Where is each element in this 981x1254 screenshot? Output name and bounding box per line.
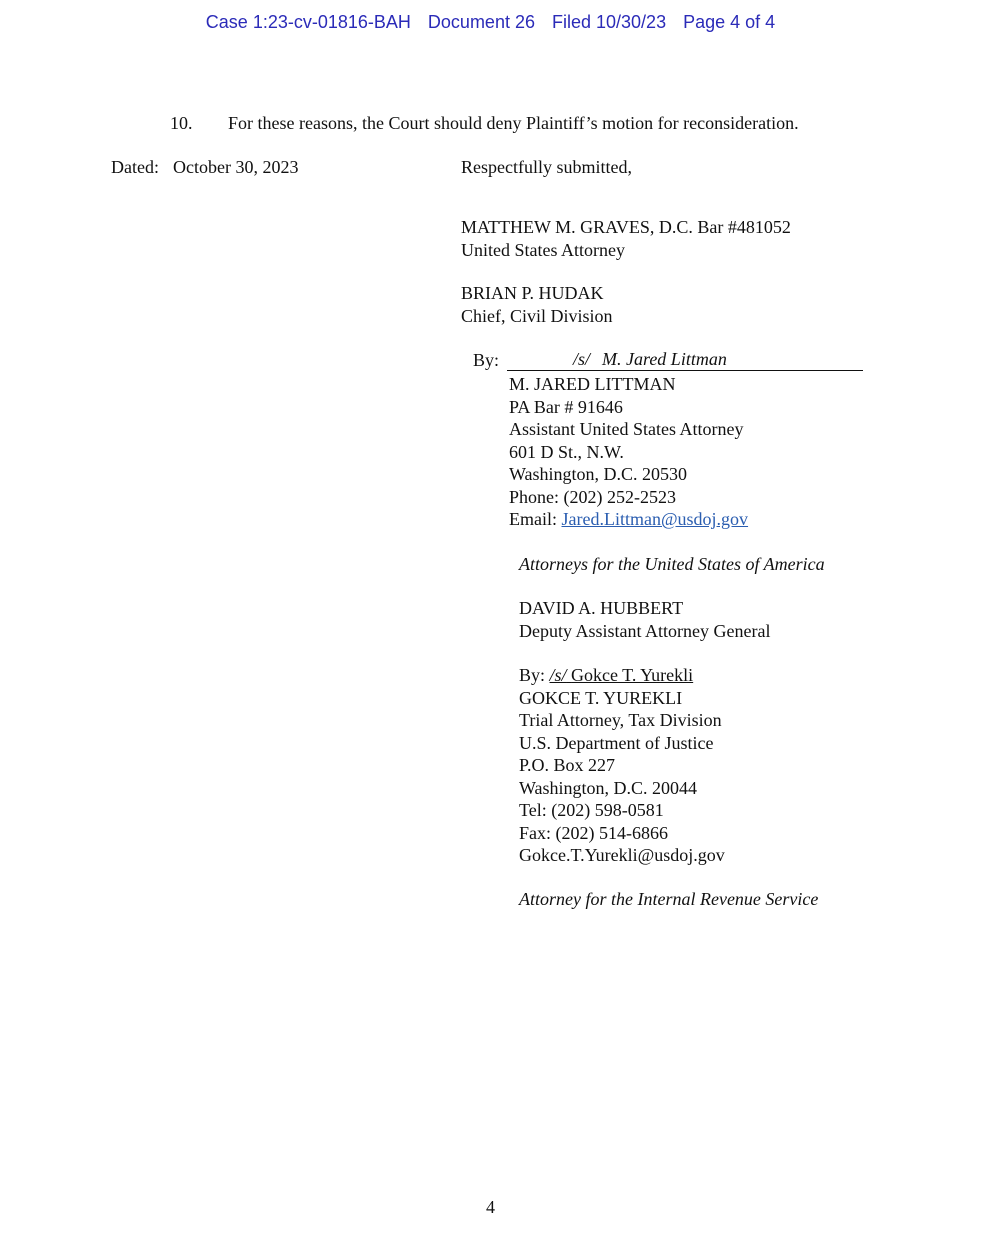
hudak-name: BRIAN P. HUDAK bbox=[461, 283, 604, 303]
hubbert-title: Deputy Assistant Attorney General bbox=[519, 620, 771, 641]
littman-address2: Washington, D.C. 20530 bbox=[509, 464, 688, 484]
yurekli-signature-row bbox=[519, 664, 725, 687]
littman-name: M. JARED LITTMAN bbox=[509, 374, 676, 394]
dated-label: Dated: bbox=[111, 157, 159, 177]
attorney-irs-caption: Attorney for the Internal Revenue Service bbox=[519, 889, 819, 909]
littman-email-link[interactable]: Jared.Littman@usdoj.gov bbox=[561, 509, 749, 529]
attorneys-usa-caption: Attorneys for the United States of America bbox=[519, 554, 825, 574]
yurekli-by-label: By: bbox=[519, 665, 546, 685]
littman-sig-name: M. Jared Littman bbox=[602, 349, 727, 369]
littman-bar: PA Bar # 91646 bbox=[509, 396, 623, 417]
littman-title: Assistant United States Attorney bbox=[509, 419, 744, 439]
yurekli-po-box: P.O. Box 227 bbox=[519, 755, 616, 775]
littman-phone: Phone: (202) 252-2523 bbox=[509, 486, 676, 507]
graves-block bbox=[461, 216, 791, 261]
yurekli-title: Trial Attorney, Tax Division bbox=[519, 710, 722, 730]
hubbert-name: DAVID A. HUBBERT bbox=[519, 598, 684, 618]
yurekli-name: GOKCE T. YUREKLI bbox=[519, 687, 683, 708]
graves-title: United States Attorney bbox=[461, 239, 625, 260]
yurekli-city: Washington, D.C. 20044 bbox=[519, 777, 698, 798]
case-number: Case 1:23-cv-01816-BAH bbox=[205, 12, 411, 32]
yurekli-signature bbox=[550, 665, 694, 685]
document-number: Document 26 bbox=[427, 12, 535, 32]
yurekli-email: Gokce.T.Yurekli@usdoj.gov bbox=[519, 845, 725, 865]
littman-sig-prefix: /s/ bbox=[573, 349, 591, 369]
yurekli-fax: Fax: (202) 514-6866 bbox=[519, 822, 668, 843]
page-number: 4 bbox=[486, 1197, 495, 1217]
hudak-title: Chief, Civil Division bbox=[461, 305, 613, 326]
littman-address1: 601 D St., N.W. bbox=[509, 441, 624, 462]
page-count: Page 4 of 4 bbox=[683, 12, 776, 32]
littman-email-row bbox=[509, 508, 748, 531]
dated-date: October 30, 2023 bbox=[173, 157, 299, 177]
littman-signature-line bbox=[507, 348, 863, 371]
closing-text: Respectfully submitted, bbox=[461, 157, 632, 177]
yurekli-sig-name: Gokce T. Yurekli bbox=[571, 665, 694, 685]
ecf-header bbox=[0, 12, 981, 33]
yurekli-block bbox=[519, 664, 725, 867]
graves-name: MATTHEW M. GRAVES, D.C. Bar #481052 bbox=[461, 217, 791, 237]
paragraph-number: 10. bbox=[170, 113, 193, 133]
yurekli-tel: Tel: (202) 598-0581 bbox=[519, 800, 664, 820]
littman-block bbox=[509, 373, 748, 531]
littman-email-label: Email: bbox=[509, 509, 557, 529]
hubbert-block bbox=[519, 597, 770, 642]
paragraph-text: For these reasons, the Court should deny Plaintiff’s motion for reconsideration. bbox=[228, 113, 799, 133]
yurekli-sig-prefix: /s/ bbox=[549, 665, 567, 685]
hudak-block bbox=[461, 282, 613, 327]
yurekli-dept: U.S. Department of Justice bbox=[519, 732, 714, 753]
littman-by-label: By: bbox=[473, 350, 500, 370]
filed-date: Filed 10/30/23 bbox=[552, 12, 667, 32]
